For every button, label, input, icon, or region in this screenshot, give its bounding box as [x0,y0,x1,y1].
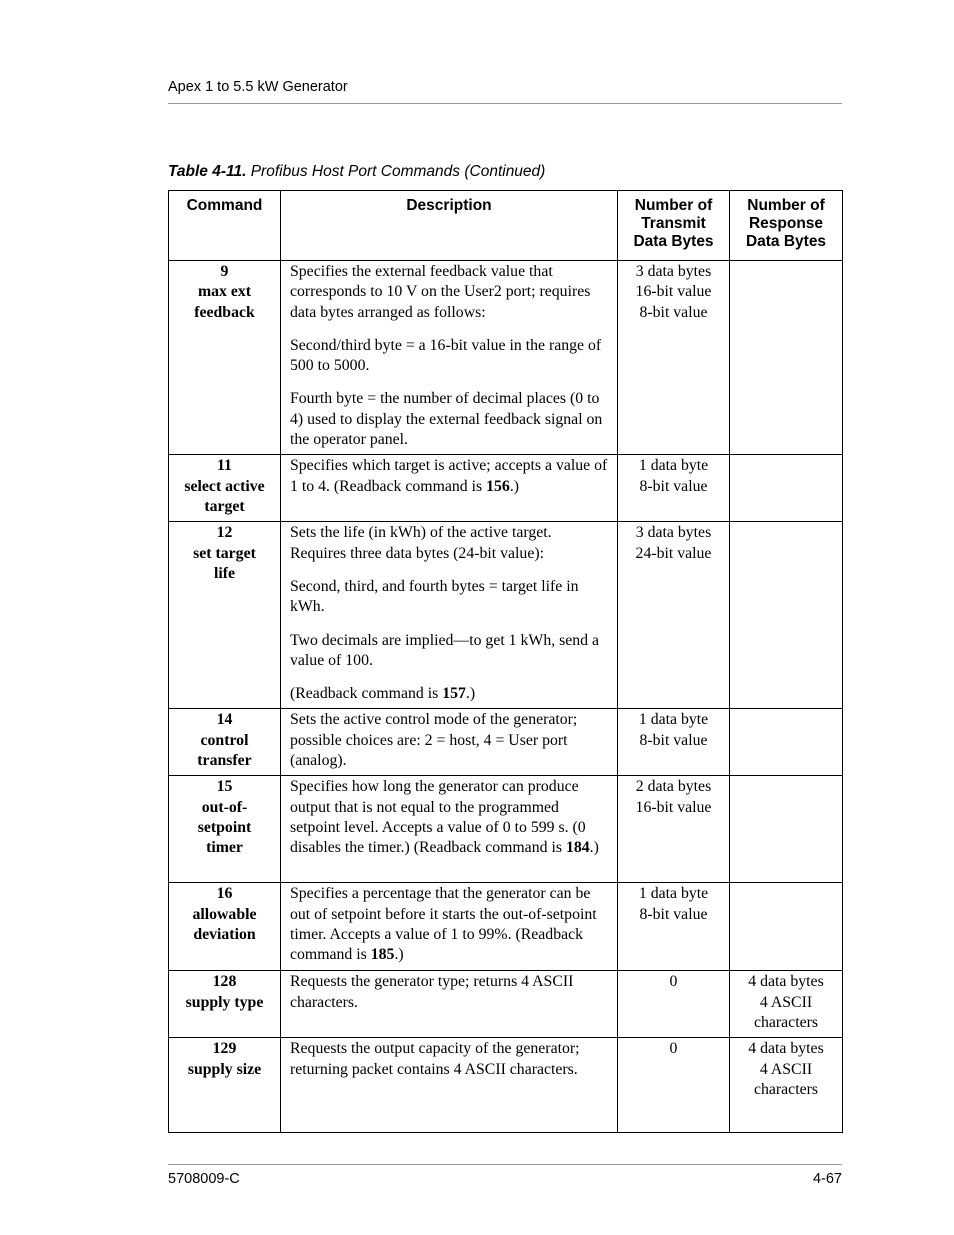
transmit-bytes-line: 3 data bytes [635,524,712,542]
description-text: Two decimals are implied—to get 1 kWh, send a value of 100. [290,631,600,669]
description-paragraph [290,684,608,704]
command-cell [169,776,281,883]
command-number: 11 [217,457,232,475]
description-paragraph [290,456,608,497]
transmit-bytes-cell [618,522,730,709]
column-header-transmit-bytes: Number of Transmit Data Bytes [618,191,730,261]
command-number: 14 [216,711,233,729]
transmit-bytes-line: 1 data byte [638,885,709,903]
transmit-bytes-line: 8-bit value [639,905,708,923]
description-paragraph [290,884,608,965]
table-row [169,261,843,455]
description-text: Requests the generator type; returns 4 ASCII characters. [290,973,574,1011]
response-bytes-line: 4 ASCII [759,993,813,1011]
transmit-bytes-line: 1 data byte [638,457,709,475]
command-name-line: life [213,564,236,582]
description-cell [281,776,618,883]
response-bytes-line: 4 data bytes [748,1040,824,1058]
description-cell [281,883,618,971]
profibus-commands-table [168,190,843,1133]
command-cell [169,883,281,971]
command-name-line: supply size [187,1060,262,1078]
transmit-bytes-line: 0 [669,1040,678,1058]
command-number: 12 [216,524,233,542]
description-paragraph [290,710,608,771]
command-cell [169,971,281,1038]
command-name-line: setpoint [197,819,252,837]
document-number: 5708009-C [168,1171,240,1187]
readback-command-number: 157 [442,685,466,703]
description-paragraph [290,336,608,377]
transmit-bytes-line: 1 data byte [638,711,709,729]
command-cell [169,455,281,522]
description-text: .) [509,477,520,495]
transmit-bytes-line: 16-bit value [635,798,712,816]
transmit-bytes-line: 8-bit value [639,477,708,495]
description-cell [281,971,618,1038]
description-text: Sets the life (in kWh) of the active target. Requires three data bytes (24-bit value): [290,524,552,562]
command-cell [169,261,281,455]
response-bytes-line: 4 data bytes [748,973,824,991]
command-name-line: allowable [192,905,257,923]
table-caption [168,163,545,181]
command-number: 15 [216,778,233,796]
description-paragraph [290,1039,608,1080]
table-row [169,522,843,709]
page-footer [168,1164,842,1187]
table-caption-title: Profibus Host Port Commands (Continued) [246,163,546,180]
command-name-line: supply type [185,993,264,1011]
response-bytes-line: characters [753,1014,818,1032]
description-paragraph [290,577,608,618]
command-name-line: set target [193,544,256,562]
column-header-description: Description [281,191,618,261]
response-bytes-cell [730,709,843,776]
transmit-bytes-cell [618,883,730,971]
description-text: Fourth byte = the number of decimal places (0 to 4) used to display the external feedback signal on the operator panel. [290,390,603,449]
command-number: 9 [220,263,229,280]
table-row [169,971,843,1038]
transmit-bytes-line: 3 data bytes [635,263,712,280]
response-bytes-cell [730,261,843,455]
response-bytes-cell [730,971,843,1038]
description-paragraph [290,631,608,672]
description-text: Requests the output capacity of the generator; returning packet contains 4 ASCII characters. [290,1040,580,1078]
table-row [169,709,843,776]
description-paragraph [290,389,608,450]
response-bytes-cell [730,522,843,709]
command-number: 129 [212,1040,237,1058]
response-bytes-line: 4 ASCII [759,1060,813,1078]
transmit-bytes-cell [618,971,730,1038]
command-name-line: target [204,497,245,515]
command-name-line: select active [184,477,265,495]
table-row [169,1038,843,1133]
response-bytes-cell [730,776,843,883]
transmit-bytes-line: 16-bit value [635,283,712,301]
transmit-bytes-line: 24-bit value [635,544,712,562]
column-header-command: Command [169,191,281,261]
running-title: Apex 1 to 5.5 kW Generator [168,79,348,95]
running-header [168,79,842,104]
table-row [169,455,843,522]
transmit-bytes-line: 8-bit value [639,303,708,321]
command-name-line: out-of- [201,798,248,816]
description-cell [281,1038,618,1133]
table-row [169,883,843,971]
transmit-bytes-cell [618,1038,730,1133]
command-cell [169,522,281,709]
table-row [169,776,843,883]
table-body [169,261,843,1133]
response-bytes-line: characters [753,1081,818,1099]
command-name-line: timer [206,839,243,857]
description-text: Specifies a percentage that the generator can be out of setpoint before it starts the out-of-setpoint timer. Accepts a value of 1 to 99%. (Readback command is [290,885,597,964]
description-paragraph [290,777,608,858]
description-paragraph [290,972,608,1013]
command-name-line: deviation [193,926,256,944]
description-paragraph [290,262,608,323]
description-text: Specifies how long the generator can produce output that is not equal to the programmed setpoint level. Accepts a value of 0 to 599 s. (0 disables the timer.) (Readback command is [290,778,586,857]
transmit-bytes-line: 0 [669,973,678,991]
command-cell [169,1038,281,1133]
command-name-line: transfer [197,752,252,770]
description-cell [281,709,618,776]
readback-command-number: 156 [486,477,510,495]
command-name-line: max ext [197,283,252,301]
transmit-bytes-cell [618,709,730,776]
description-text: Specifies which target is active; accepts a value of 1 to 4. (Readback command is [290,457,608,495]
description-text: Second, third, and fourth bytes = target life in kWh. [290,577,579,616]
transmit-bytes-line: 8-bit value [639,731,708,749]
command-cell [169,709,281,776]
description-text: .) [465,685,476,703]
transmit-bytes-cell [618,455,730,522]
page-number: 4-67 [812,1171,842,1187]
command-name-line: control [200,731,249,749]
description-text: .) [394,946,404,964]
description-cell [281,522,618,709]
description-cell [281,261,618,455]
transmit-bytes-cell [618,776,730,883]
transmit-bytes-line: 2 data bytes [635,778,712,796]
description-text: Second/third byte = a 16-bit value in the range of 500 to 5000. [290,336,602,375]
table-caption-label: Table 4-11. [168,163,247,180]
transmit-bytes-cell [618,261,730,455]
description-text: Specifies the external feedback value that corresponds to 10 V on the User2 port; requires data bytes arranged as follows: [290,263,591,321]
description-text: Sets the active control mode of the generator; possible choices are: 2 = host, 4 = User port (analog). [290,711,578,770]
description-cell [281,455,618,522]
command-name-line: feedback [194,303,255,321]
description-text: (Readback command is [290,685,443,703]
column-header-response-bytes: Number of Response Data Bytes [730,191,843,261]
table-header-row [169,191,843,261]
response-bytes-cell [730,883,843,971]
command-number: 128 [212,973,237,991]
readback-command-number: 184 [565,839,590,857]
readback-command-number: 185 [370,946,395,964]
response-bytes-cell [730,1038,843,1133]
response-bytes-cell [730,455,843,522]
description-paragraph [290,523,608,564]
description-text: .) [589,839,599,857]
command-number: 16 [216,885,233,903]
